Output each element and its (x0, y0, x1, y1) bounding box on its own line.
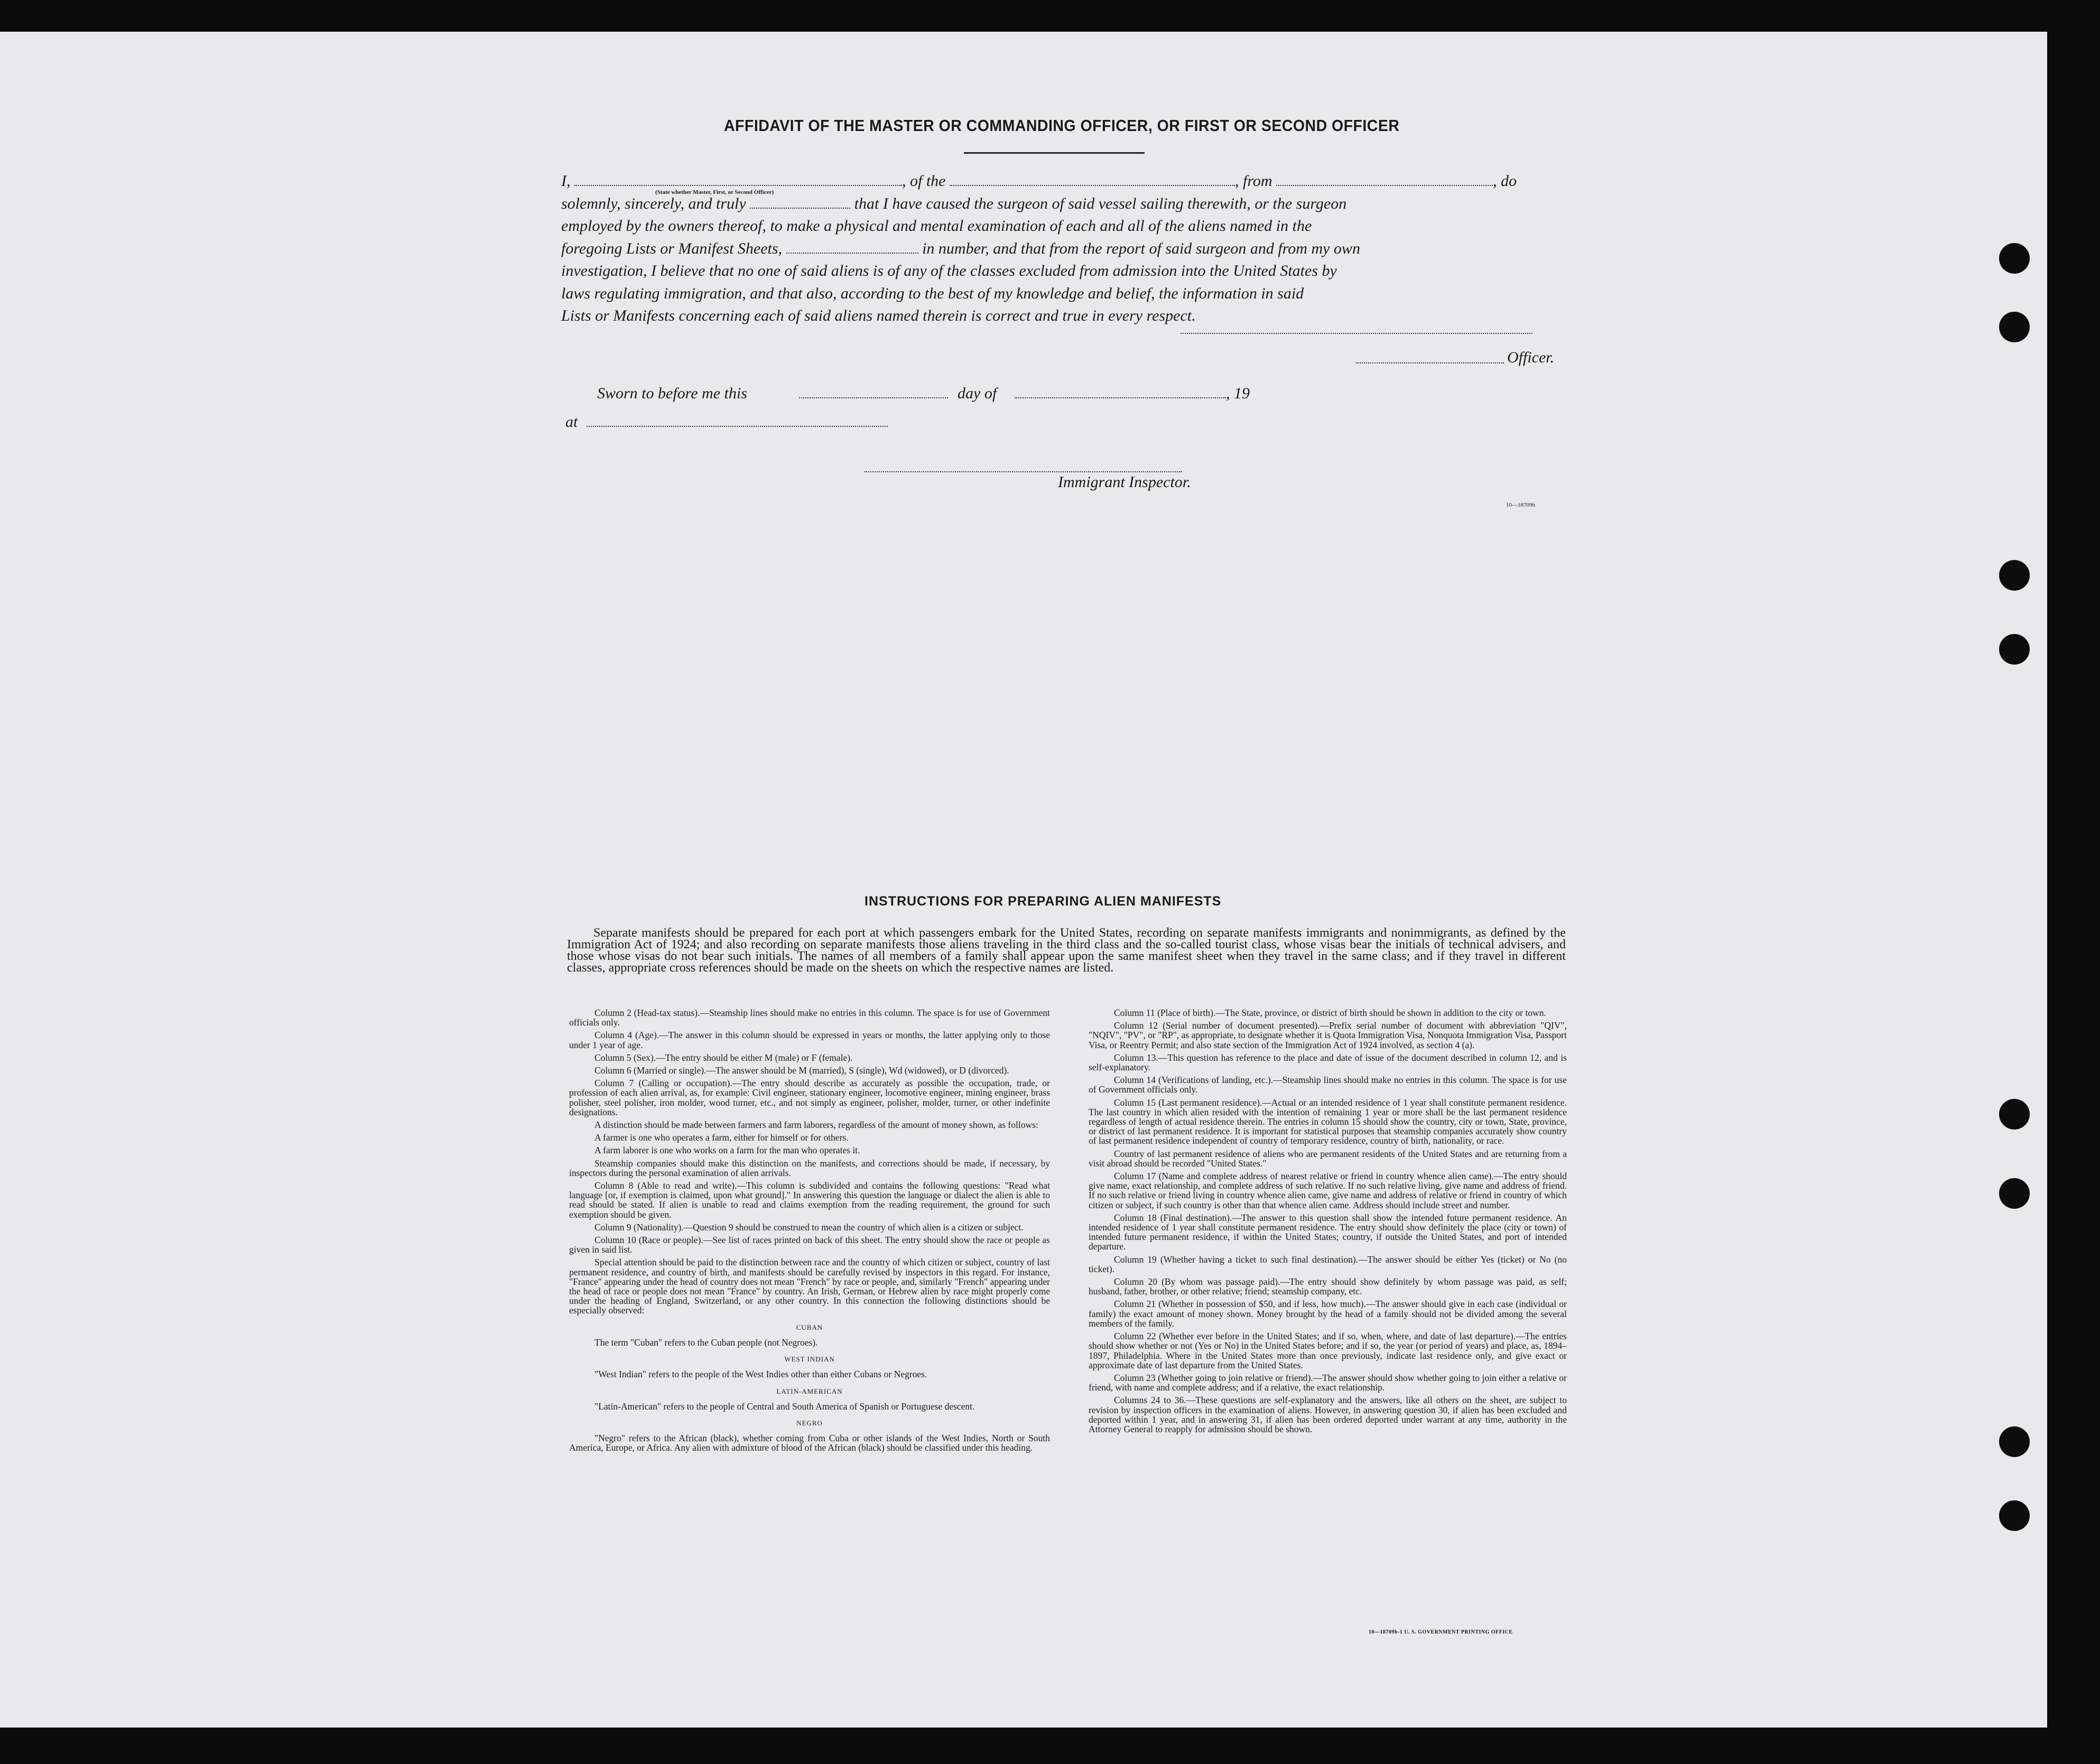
affidavit-line-5: investigation, I believe that no one of said aliens is of any of the classes excluded from admission into the United States by (561, 262, 1337, 279)
instruction-paragraph: Column 8 (Able to read and write).—This column is subdivided and contains the following questions: "Read what language [or, if exemption is claimed, upon what ground]." In answering this question the language or dialect the alien is able to read should be stated. If alien is unable to read and claims exemption from the reading requirement, the ground for such exemption should be given. (569, 1180, 1050, 1220)
instruction-paragraph: Special attention should be paid to the distinction between race and the country of which citizen or subject, country of last permanent residence, and country of birth, and manifests should be carefully revised by inspectors in this regard. For instance, "France" appearing under the head of country does not mean "French" by race or people, and, similarly "French" appearing under the head of race or people does not mean "France" by country. An Irish, German, or Hebrew alien by race might properly come under the heading of England, Switzerland, or any other country. In this connection the following distinctions should be especially observed: (569, 1257, 1050, 1316)
affidavit-i: I, (561, 172, 571, 190)
affidavit-line-2 (561, 193, 1565, 216)
negro-definition: "Negro" refers to the African (black), whether coming from Cuba or other islands of the West Indies, North or South America, Europe, or Africa. Any alien with admixture of blood of the African (black) should be classified under this heading. (569, 1433, 1050, 1453)
day-of-label: day of (958, 385, 997, 402)
instruction-paragraph: Column 23 (Whether going to join relative or friend).—The answer should show whether going to join either a relative or friend, with name and complete address; and if a relative, the exact relationship. (1089, 1372, 1567, 1393)
departure-port-field[interactable] (1276, 174, 1493, 186)
heading-west-indian: WEST INDIAN (784, 1355, 835, 1364)
punch-hole (1999, 1099, 2030, 1130)
instruction-paragraph: Column 2 (Head-tax status).—Steamship lines should make no entries in this column. The space is for use of Government officials only. (569, 1007, 1050, 1028)
instruction-paragraph: A farm laborer is one who works on a farm for the man who operates it. (594, 1145, 860, 1156)
instruction-paragraph: Columns 24 to 36.—These questions are self-explanatory and the answers, like all others on the sheet, are subject to revision by inspection officers in the examination of aliens. However, in answering question 30, if alien has been excluded and deported within 1 year, and in answering 31, if alien has been ordered deported under warrant at any time, authority in the Attorney General to reapply for admission should be shown. (1089, 1395, 1567, 1434)
instruction-paragraph: Column 15 (Last permanent residence).—Actual or an intended residence of 1 year shall constitute permanent residence. The last country in which alien resided with the intention of remaining 1 year or more shall be the last permanent residence regardless of length of actual residence therein. The entries in column 15 should show the country, city or town, State, province, or district of last permanent residence. It is important for statistical purposes that steamship companies accurately show country of last permanent residence independent of country of temporary residence, country of birth, nationality, or race. (1089, 1097, 1567, 1146)
punch-hole (1999, 1426, 2030, 1457)
vessel-name-field[interactable] (950, 174, 1235, 186)
affidavit-from: , from (1235, 172, 1272, 190)
cuban-definition: The term "Cuban" refers to the Cuban people (not Negroes). (594, 1337, 818, 1348)
oath-form-field[interactable] (750, 197, 850, 209)
sheet-count-field[interactable] (786, 242, 918, 254)
heading-negro: NEGRO (796, 1418, 823, 1427)
instructions-right-column (1089, 1008, 1567, 1437)
instruction-paragraph: Column 11 (Place of birth).—The State, province, or district of birth should be shown in addition to the city or town. (1114, 1007, 1546, 1018)
instruction-paragraph: Column 6 (Married or single).—The answer should be M (married), S (single), Wd (widowed), or D (divorced). (594, 1065, 1009, 1076)
latin-american-definition: "Latin-American" refers to the people of Central and South America of Spanish or Portuguese descent. (594, 1401, 975, 1412)
affidavit-text: foregoing Lists or Manifest Sheets, (561, 239, 783, 257)
instruction-paragraph: Column 5 (Sex).—The entry should be either M (male) or F (female). (594, 1052, 853, 1063)
sworn-place-field[interactable] (587, 425, 888, 427)
heading-cuban: CUBAN (796, 1323, 823, 1331)
officer-signature-line[interactable] (1356, 361, 1504, 363)
officer-rank-field[interactable] (574, 174, 902, 186)
instruction-paragraph: Column 7 (Calling or occupation).—The entry should describe as accurately as possible the occupation, trade, or profession of each alien arrival, as, for example: Civil engineer, stationary engineer, locomotive engineer, mining engineer, brass polisher, steel polisher, iron molder, wood turner, etc., and not simply as engineer, polisher, molder, turner, or other indefinite designations. (569, 1078, 1050, 1117)
printing-office-footer: 10—18709b-1 U. S. GOVERNMENT PRINTING OFFICE (1369, 1629, 1513, 1635)
affidavit-line-6: laws regulating immigration, and that also, according to the best of my knowledge and belief, the information in said (561, 284, 1304, 302)
instruction-paragraph: Column 20 (By whom was passage paid).—The entry should show definitely by whom passage was paid, as self; husband, father, brother, or other relative; friend; steamship company, etc. (1089, 1276, 1567, 1297)
instruction-paragraph: Column 22 (Whether ever before in the United States; and if so, when, where, and date of last departure).—The entries should show whether or not (Yes or No) in the United States before; and if so, the year (or period of years) and place, as, 1894–1897, Philadelphia. Where in the United States more than once previously, indicate last residence only, and give exact or approximate date of last departure from the United States. (1089, 1331, 1567, 1370)
instruction-paragraph: Column 12 (Serial number of document presented).—Prefix serial number of document with abbreviation "QIV", "NQIV", "PV", or "RP", as appropriate, to designate whether it is Quota Immigration Visa, Nonquota Immigration Visa, Passport Visa, or Reentry Permit; and also state section of the Immigration Act of 1924 involved, as section 4 (a). (1089, 1020, 1567, 1050)
instruction-paragraph: Column 17 (Name and complete address of nearest relative or friend in country whence alien came).—The entry should give name, exact relationship, and complete address of such relative. If no such relative living, give name and address of friend. If no such relative or friend living in country whence alien came, give name and address of relative or friend in country of which citizen or subject, if such country is other than that whence alien came. Address should include street and number. (1089, 1171, 1567, 1210)
instruction-paragraph: Column 10 (Race or people).—See list of races printed on back of this sheet. The entry should show the race or people as given in said list. (569, 1235, 1050, 1255)
punch-hole (1999, 243, 2030, 274)
instructions-title: INSTRUCTIONS FOR PREPARING ALIEN MANIFESTS (865, 894, 1222, 909)
instructions-intro: Separate manifests should be prepared for each port at which passengers embark for the United States, recording on separate manifests immigrants and nonimmigrants, as defined by the Immigration Act of 1924; and also recording on separate manifests those aliens traveling in the third class and the so-called tourist class, whose visas bear the initials of technical advisers, and those whose visas do not bear such initials. The names of all members of a family shall appear upon the same manifest sheet when they travel in the same class; and if they travel in different classes, appropriate cross references should be made on the sheets on which the respective names are listed. (567, 926, 1566, 975)
inspector-signature-line[interactable] (865, 470, 1182, 472)
instruction-paragraph: Column 19 (Whether having a ticket to such final destination).—The answer should be either Yes (ticket) or No (no ticket). (1089, 1254, 1567, 1274)
at-label: at (565, 413, 578, 431)
instructions-left-column (569, 1008, 1050, 1456)
sworn-label: Sworn to before me this (597, 385, 747, 402)
affidavit-text: that I have caused the surgeon of said vessel sailing therewith, or the surgeon (854, 194, 1347, 212)
instruction-paragraph: Column 14 (Verifications of landing, etc.).—Steamship lines should make no entries in this column. The space is for use of Government officials only. (1089, 1075, 1567, 1095)
punch-hole (1999, 1500, 2030, 1531)
punch-hole (1999, 560, 2030, 591)
affidavit-do: , do (1493, 172, 1517, 190)
manifest-sheet (0, 32, 2047, 1728)
affidavit-text: solemnly, sincerely, and truly (561, 194, 746, 212)
year-label: , 19 (1226, 385, 1250, 402)
affidavit-line-3: employed by the owners thereof, to make a physical and mental examination of each and all of the aliens named in the (561, 217, 1312, 235)
officer-rank-note: (State whether Master, First, or Second Officer) (655, 189, 774, 195)
inspector-label: Immigrant Inspector. (1058, 473, 1191, 491)
officer-label: Officer. (1507, 349, 1555, 366)
instruction-paragraph: Column 9 (Nationality).—Question 9 should be construed to mean the country of which alien is a citizen or subject. (594, 1221, 1024, 1233)
instruction-paragraph: Column 13.—This question has reference to the place and date of issue of the document described in column 12, and is self-explanatory. (1089, 1052, 1567, 1073)
punch-hole (1999, 312, 2030, 342)
punch-hole (1999, 634, 2030, 665)
instruction-paragraph: A distinction should be made between farmers and farm laborers, regardless of the amount of money shown, as follows: (594, 1119, 1038, 1131)
instruction-paragraph: Column 21 (Whether in possession of $50, and if less, how much).—The answer should give in each case (individual or family) the exact amount of money shown. Money brought by the head of a family should not be divided among the several members of the family. (1089, 1299, 1567, 1329)
punch-hole (1999, 1178, 2030, 1209)
affidavit-line-4 (561, 238, 1565, 260)
instruction-paragraph: A farmer is one who operates a farm, either for himself or for others. (594, 1132, 849, 1143)
instruction-paragraph: Column 18 (Final destination).—The answer to this question shall show the intended future permanent residence. An intended residence of 1 year shall constitute permanent residence. The entry should show definitely the place (city or town) of intended future permanent residence, if within the United States; country, if outside the United States, and port of intended departure. (1089, 1212, 1567, 1252)
affidavit-title: AFFIDAVIT OF THE MASTER OR COMMANDING OFFICER, OR FIRST OR SECOND OFFICER (724, 116, 1400, 135)
west-indian-definition: "West Indian" refers to the people of the West Indies other than either Cubans or Negroes. (594, 1369, 927, 1380)
affidavit-text: in number, and that from the report of said surgeon and from my own (922, 239, 1360, 257)
instruction-paragraph: Country of last permanent residence of aliens who are permanent residents of the United States and are returning from a visit abroad should be recorded "United States." (1089, 1148, 1567, 1169)
instruction-paragraph: Column 4 (Age).—The answer in this column should be expressed in years or months, the latter applying only to those under 1 year of age. (569, 1030, 1050, 1050)
form-number: 10—18709b (1506, 502, 1535, 508)
sworn-month-field[interactable] (1015, 396, 1226, 398)
instruction-paragraph: Steamship companies should make this distinction on the manifests, and corrections should be made, if necessary, by inspectors during the personal examination of alien arrivals. (569, 1158, 1050, 1178)
affidavit-line-7: Lists or Manifests concerning each of said aliens named therein is correct and true in every respect. (561, 307, 1196, 324)
affidavit-of-the: , of the (902, 172, 946, 190)
heading-latin-american: LATIN-AMERICAN (776, 1387, 843, 1395)
signature-line-top[interactable] (1181, 332, 1532, 334)
title-underline (964, 152, 1145, 154)
sworn-day-field[interactable] (799, 396, 948, 398)
